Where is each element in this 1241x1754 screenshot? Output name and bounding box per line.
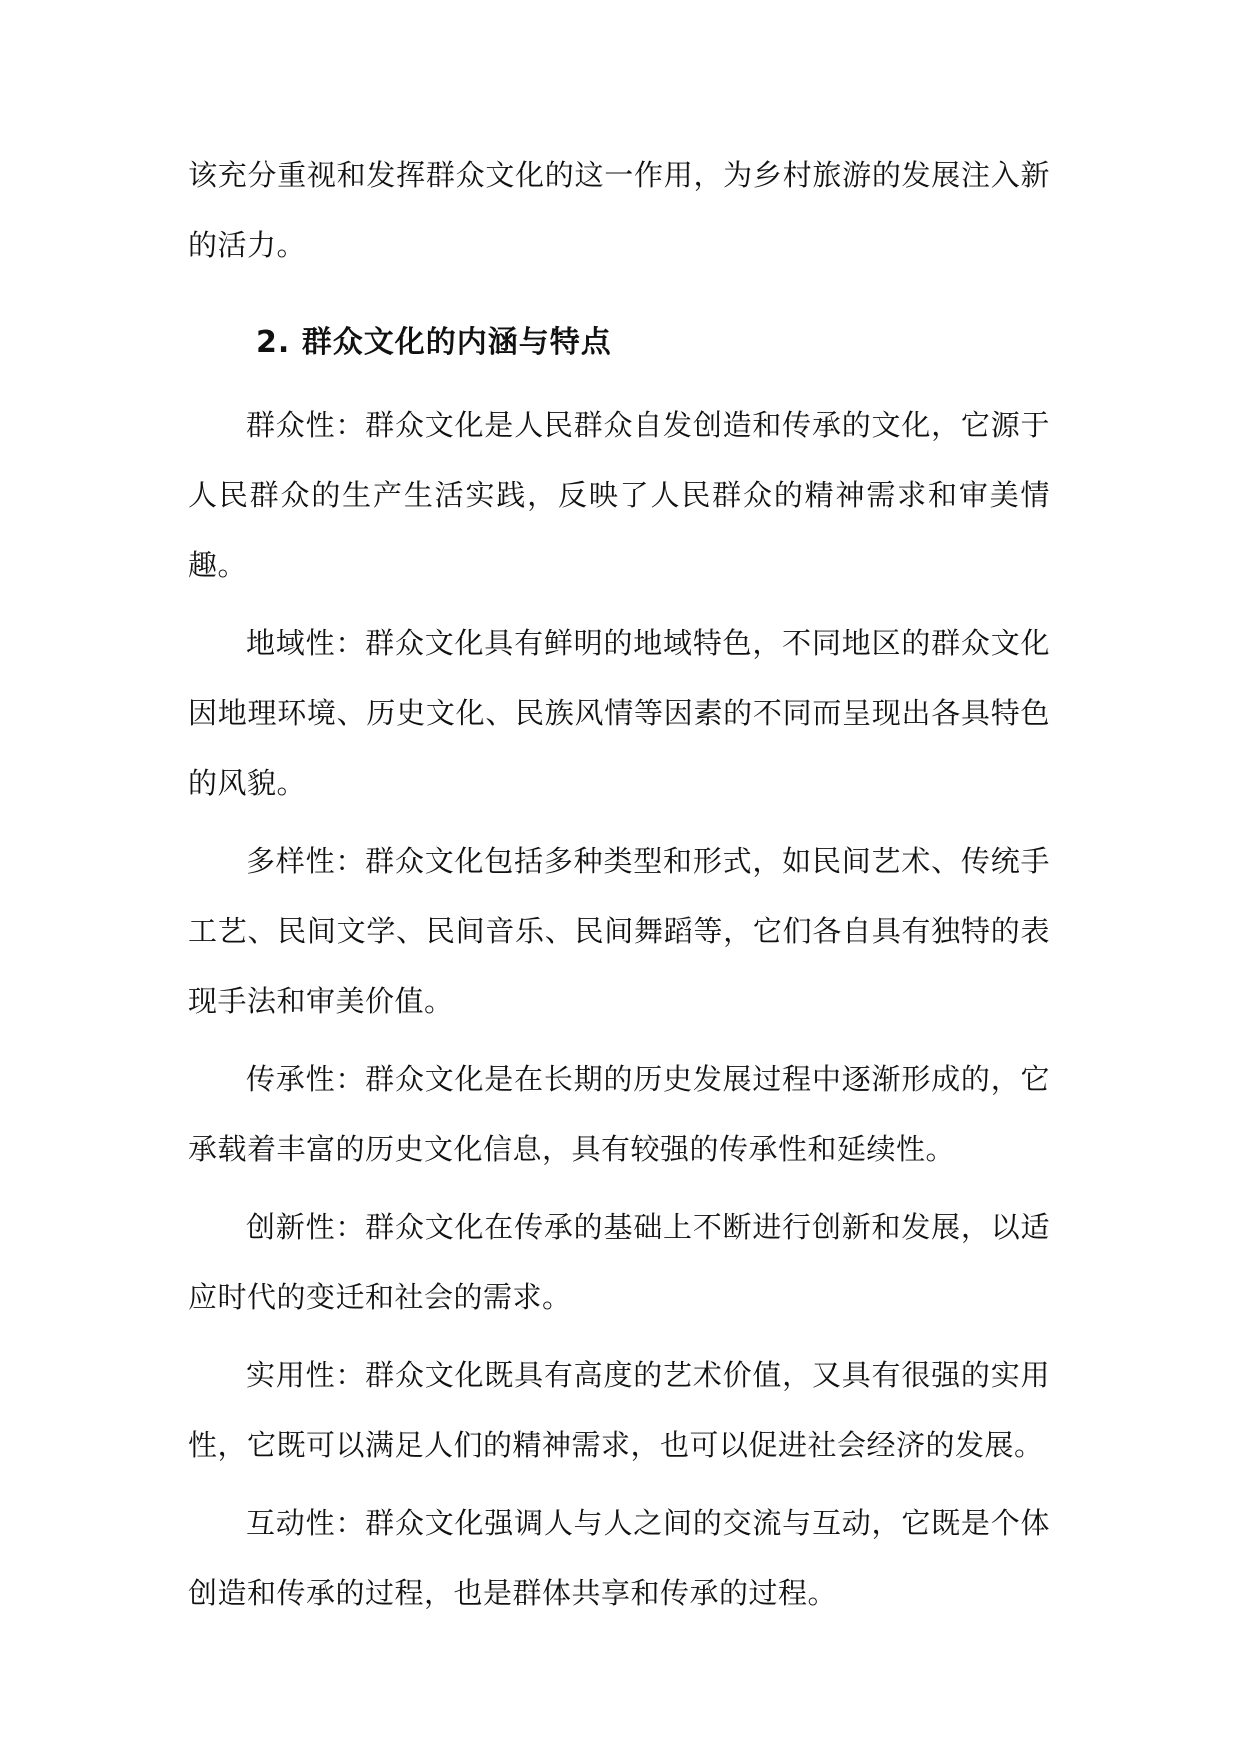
intro-paragraph: 该充分重视和发挥群众文化的这一作用，为乡村旅游的发展注入新的活力。	[188, 158, 1050, 262]
paragraph-mass-nature: 群众性：群众文化是人民群众自发创造和传承的文化，它源于人民群众的生产生活实践，反映了人民群众的精神需求和审美情趣。	[188, 408, 1050, 582]
paragraph-diversity: 多样性：群众文化包括多种类型和形式，如民间艺术、传统手工艺、民间文学、民间音乐、民间舞蹈等，它们各自具有独特的表现手法和审美价值。	[188, 844, 1050, 1018]
paragraph-innovation: 创新性：群众文化在传承的基础上不断进行创新和发展，以适应时代的变迁和社会的需求。	[188, 1210, 1050, 1314]
paragraph-interactivity: 互动性：群众文化强调人与人之间的交流与互动，它既是个体创造和传承的过程，也是群体共享和传承的过程。	[188, 1506, 1050, 1610]
paragraph-inheritance: 传承性：群众文化是在长期的历史发展过程中逐渐形成的，它承载着丰富的历史文化信息，具有较强的传承性和延续性。	[188, 1062, 1050, 1166]
section-heading: 2. 群众文化的内涵与特点	[256, 325, 612, 360]
paragraph-practicality: 实用性：群众文化既具有高度的艺术价值，又具有很强的实用性，它既可以满足人们的精神需求，也可以促进社会经济的发展。	[188, 1358, 1050, 1462]
paragraph-regional-nature: 地域性：群众文化具有鲜明的地域特色，不同地区的群众文化因地理环境、历史文化、民族风情等因素的不同而呈现出各具特色的风貌。	[188, 626, 1050, 800]
document-page	[188, 140, 1050, 1628]
